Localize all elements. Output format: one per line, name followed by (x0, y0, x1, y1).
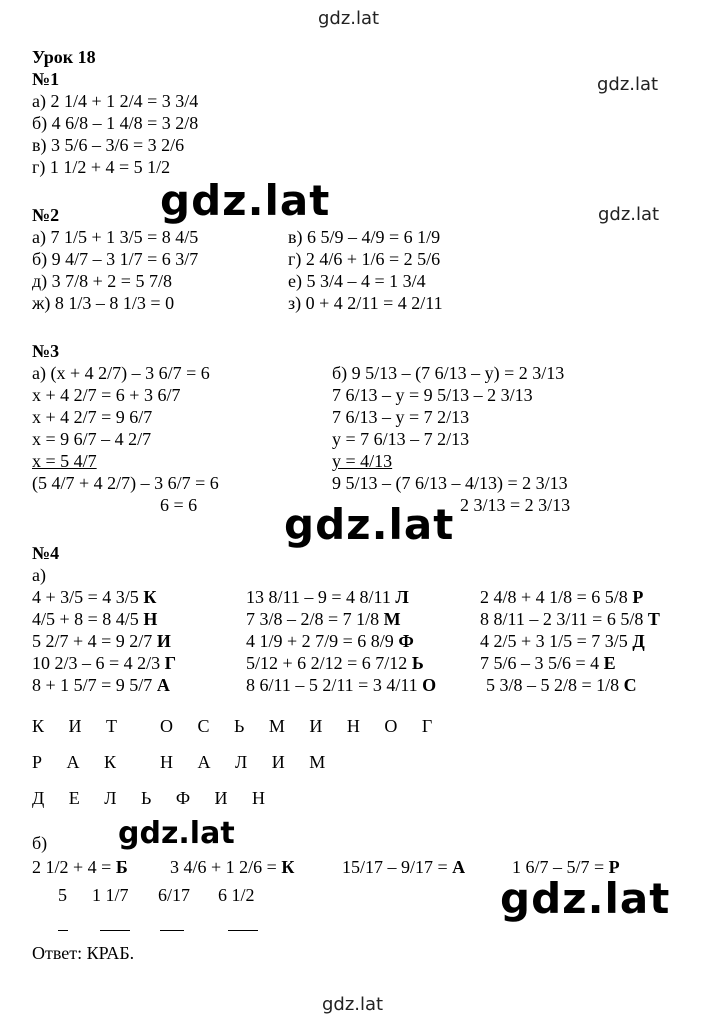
ex3-right-result: y = 4/13 (332, 451, 393, 471)
ex4-a-row (246, 674, 436, 696)
watermark-big-3: gdz.lat (500, 874, 671, 923)
ex4-letter: М (383, 609, 401, 629)
ex3-heading: №3 (32, 341, 60, 361)
ex2-left-line: ж) 8 1/3 – 8 1/3 = 0 (32, 293, 175, 313)
ex4-expr: 5 2/7 + 4 = 9 2/7 (32, 631, 153, 651)
ex4-letter: А (156, 675, 170, 695)
ex4-a-row (32, 674, 170, 696)
ex4-expr: 4 + 3/5 = 4 3/5 (32, 587, 139, 607)
ex4-a-row (246, 586, 409, 608)
ex4-letter: О (422, 675, 437, 695)
ex3-right-line: 7 6/13 – y = 9 5/13 – 2 3/13 (332, 385, 533, 405)
ex4-b-value: 6 1/2 (218, 885, 255, 905)
ex4-b-letter: Р (608, 857, 620, 877)
ex4-a-row (480, 652, 616, 674)
watermark-top: gdz.lat (318, 8, 380, 29)
ex4-a-row (32, 586, 156, 608)
ex4-b-value: 6/17 (158, 885, 191, 905)
ex3-right-line: y = 7 6/13 – 7 2/13 (332, 429, 470, 449)
watermark-right-1: gdz.lat (597, 74, 659, 95)
watermark-big-1: gdz.lat (160, 176, 331, 225)
ex4-b-blank (228, 930, 258, 931)
ex3-left-line: x + 4 2/7 = 6 + 3 6/7 (32, 385, 181, 405)
ex4-expr: 4 2/5 + 3 1/5 = 7 3/5 (480, 631, 628, 651)
ex4-word: Н А Л И М (160, 752, 336, 772)
ex2-left-line: а) 7 1/5 + 1 3/5 = 8 4/5 (32, 227, 199, 247)
ex4-b-blank (58, 930, 68, 931)
ex2-right-line: в) 6 5/9 – 4/9 = 6 1/9 (288, 227, 441, 247)
ex4-b-expr: 3 4/6 + 1 2/6 = (170, 857, 277, 877)
ex4-letter: Л (395, 587, 409, 607)
ex4-b-item (170, 856, 294, 878)
ex4-b-value: 5 (58, 885, 67, 905)
ex4-word: Д Е Л Ь Ф И Н (32, 788, 276, 808)
ex3-left-line: x = 9 6/7 – 4 2/7 (32, 429, 152, 449)
watermark-bottom: gdz.lat (322, 994, 384, 1015)
ex4-word: О С Ь М И Н О Г (160, 716, 443, 736)
ex2-heading: №2 (32, 205, 60, 225)
ex4-b-blank (100, 930, 130, 931)
ex4-a-row (32, 608, 157, 630)
ex4-letter: Р (632, 587, 644, 607)
ex4-part-b-label: б) (32, 833, 48, 853)
ex4-letter: Н (143, 609, 158, 629)
ex4-expr: 5 3/8 – 5 2/8 = 1/8 (486, 675, 620, 695)
ex4-b-letter: А (452, 857, 466, 877)
ex4-b-blank (160, 930, 184, 931)
ex4-a-row (246, 608, 401, 630)
ex2-left-line: д) 3 7/8 + 2 = 5 7/8 (32, 271, 172, 291)
ex4-expr: 13 8/11 – 9 = 4 8/11 (246, 587, 391, 607)
ex4-b-item (342, 856, 465, 878)
ex4-letter: Т (647, 609, 660, 629)
ex1-line: а) 2 1/4 + 1 2/4 = 3 3/4 (32, 91, 199, 111)
ex4-letter: И (156, 631, 171, 651)
ex4-b-item (32, 856, 128, 878)
ex4-part-a-label: а) (32, 565, 46, 585)
ex4-b-expr: 15/17 – 9/17 = (342, 857, 448, 877)
ex3-left-result: x = 5 4/7 (32, 451, 97, 471)
ex4-b-letter: Б (115, 857, 128, 877)
ex4-a-row (480, 586, 643, 608)
ex2-left-line: б) 9 4/7 – 3 1/7 = 6 3/7 (32, 249, 199, 269)
ex4-letter: Ф (398, 631, 414, 651)
watermark-big-2: gdz.lat (118, 816, 235, 851)
ex4-expr: 5/12 + 6 2/12 = 6 7/12 (246, 653, 408, 673)
ex3-right-line: б) 9 5/13 – (7 6/13 – y) = 2 3/13 (332, 363, 565, 383)
ex4-a-row (486, 674, 637, 696)
ex1-line: г) 1 1/2 + 4 = 5 1/2 (32, 157, 171, 177)
ex4-expr: 8 + 1 5/7 = 9 5/7 (32, 675, 153, 695)
watermark-right-2: gdz.lat (598, 204, 660, 225)
lesson-title: Урок 18 (32, 47, 96, 67)
ex4-b-expr: 1 6/7 – 5/7 = (512, 857, 605, 877)
ex4-expr: 2 4/8 + 4 1/8 = 6 5/8 (480, 587, 628, 607)
ex3-left-line: (5 4/7 + 4 2/7) – 3 6/7 = 6 (32, 473, 219, 493)
ex1-heading: №1 (32, 69, 60, 89)
ex4-expr: 8 6/11 – 5 2/11 = 3 4/11 (246, 675, 418, 695)
ex4-letter: Д (632, 631, 645, 651)
ex4-letter: Е (603, 653, 616, 673)
ex3-left-line: x + 4 2/7 = 9 6/7 (32, 407, 153, 427)
ex2-right-line: г) 2 4/6 + 1/6 = 2 5/6 (288, 249, 441, 269)
ex4-heading: №4 (32, 543, 60, 563)
ex2-right-line: з) 0 + 4 2/11 = 4 2/11 (288, 293, 443, 313)
ex4-letter: К (143, 587, 157, 607)
ex3-right-line: 9 5/13 – (7 6/13 – 4/13) = 2 3/13 (332, 473, 568, 493)
ex4-b-value: 1 1/7 (92, 885, 129, 905)
ex4-word: К И Т (32, 716, 127, 736)
ex4-word: Р А К (32, 752, 127, 772)
ex4-expr: 4 1/9 + 2 7/9 = 6 8/9 (246, 631, 394, 651)
ex1-line: в) 3 5/6 – 3/6 = 3 2/6 (32, 135, 185, 155)
ex4-b-expr: 2 1/2 + 4 = (32, 857, 112, 877)
ex4-b-letter: К (281, 857, 295, 877)
ex4-letter: С (623, 675, 637, 695)
ex3-right-line: 7 6/13 – y = 7 2/13 (332, 407, 470, 427)
ex4-expr: 10 2/3 – 6 = 4 2/3 (32, 653, 161, 673)
ex3-left-line: а) (x + 4 2/7) – 3 6/7 = 6 (32, 363, 210, 383)
watermark-mid: gdz.lat (284, 500, 455, 549)
ex1-line: б) 4 6/8 – 1 4/8 = 3 2/8 (32, 113, 199, 133)
ex4-a-row (480, 608, 660, 630)
ex3-right-check: 2 3/13 = 2 3/13 (460, 495, 571, 515)
ex4-expr: 7 3/8 – 2/8 = 7 1/8 (246, 609, 380, 629)
ex4-expr: 7 5/6 – 3 5/6 = 4 (480, 653, 600, 673)
ex4-letter: Ь (411, 653, 424, 673)
ex4-a-row (246, 630, 414, 652)
ex4-a-row (246, 652, 424, 674)
ex2-right-line: е) 5 3/4 – 4 = 1 3/4 (288, 271, 426, 291)
ex4-letter: Г (164, 653, 177, 673)
ex4-expr: 4/5 + 8 = 8 4/5 (32, 609, 139, 629)
ex4-a-row (32, 630, 171, 652)
ex4-expr: 8 8/11 – 2 3/11 = 6 5/8 (480, 609, 644, 629)
answer-text: Ответ: КРАБ. (32, 943, 135, 963)
ex3-left-check: 6 = 6 (160, 495, 198, 515)
ex4-a-row (480, 630, 645, 652)
ex4-a-row (32, 652, 176, 674)
